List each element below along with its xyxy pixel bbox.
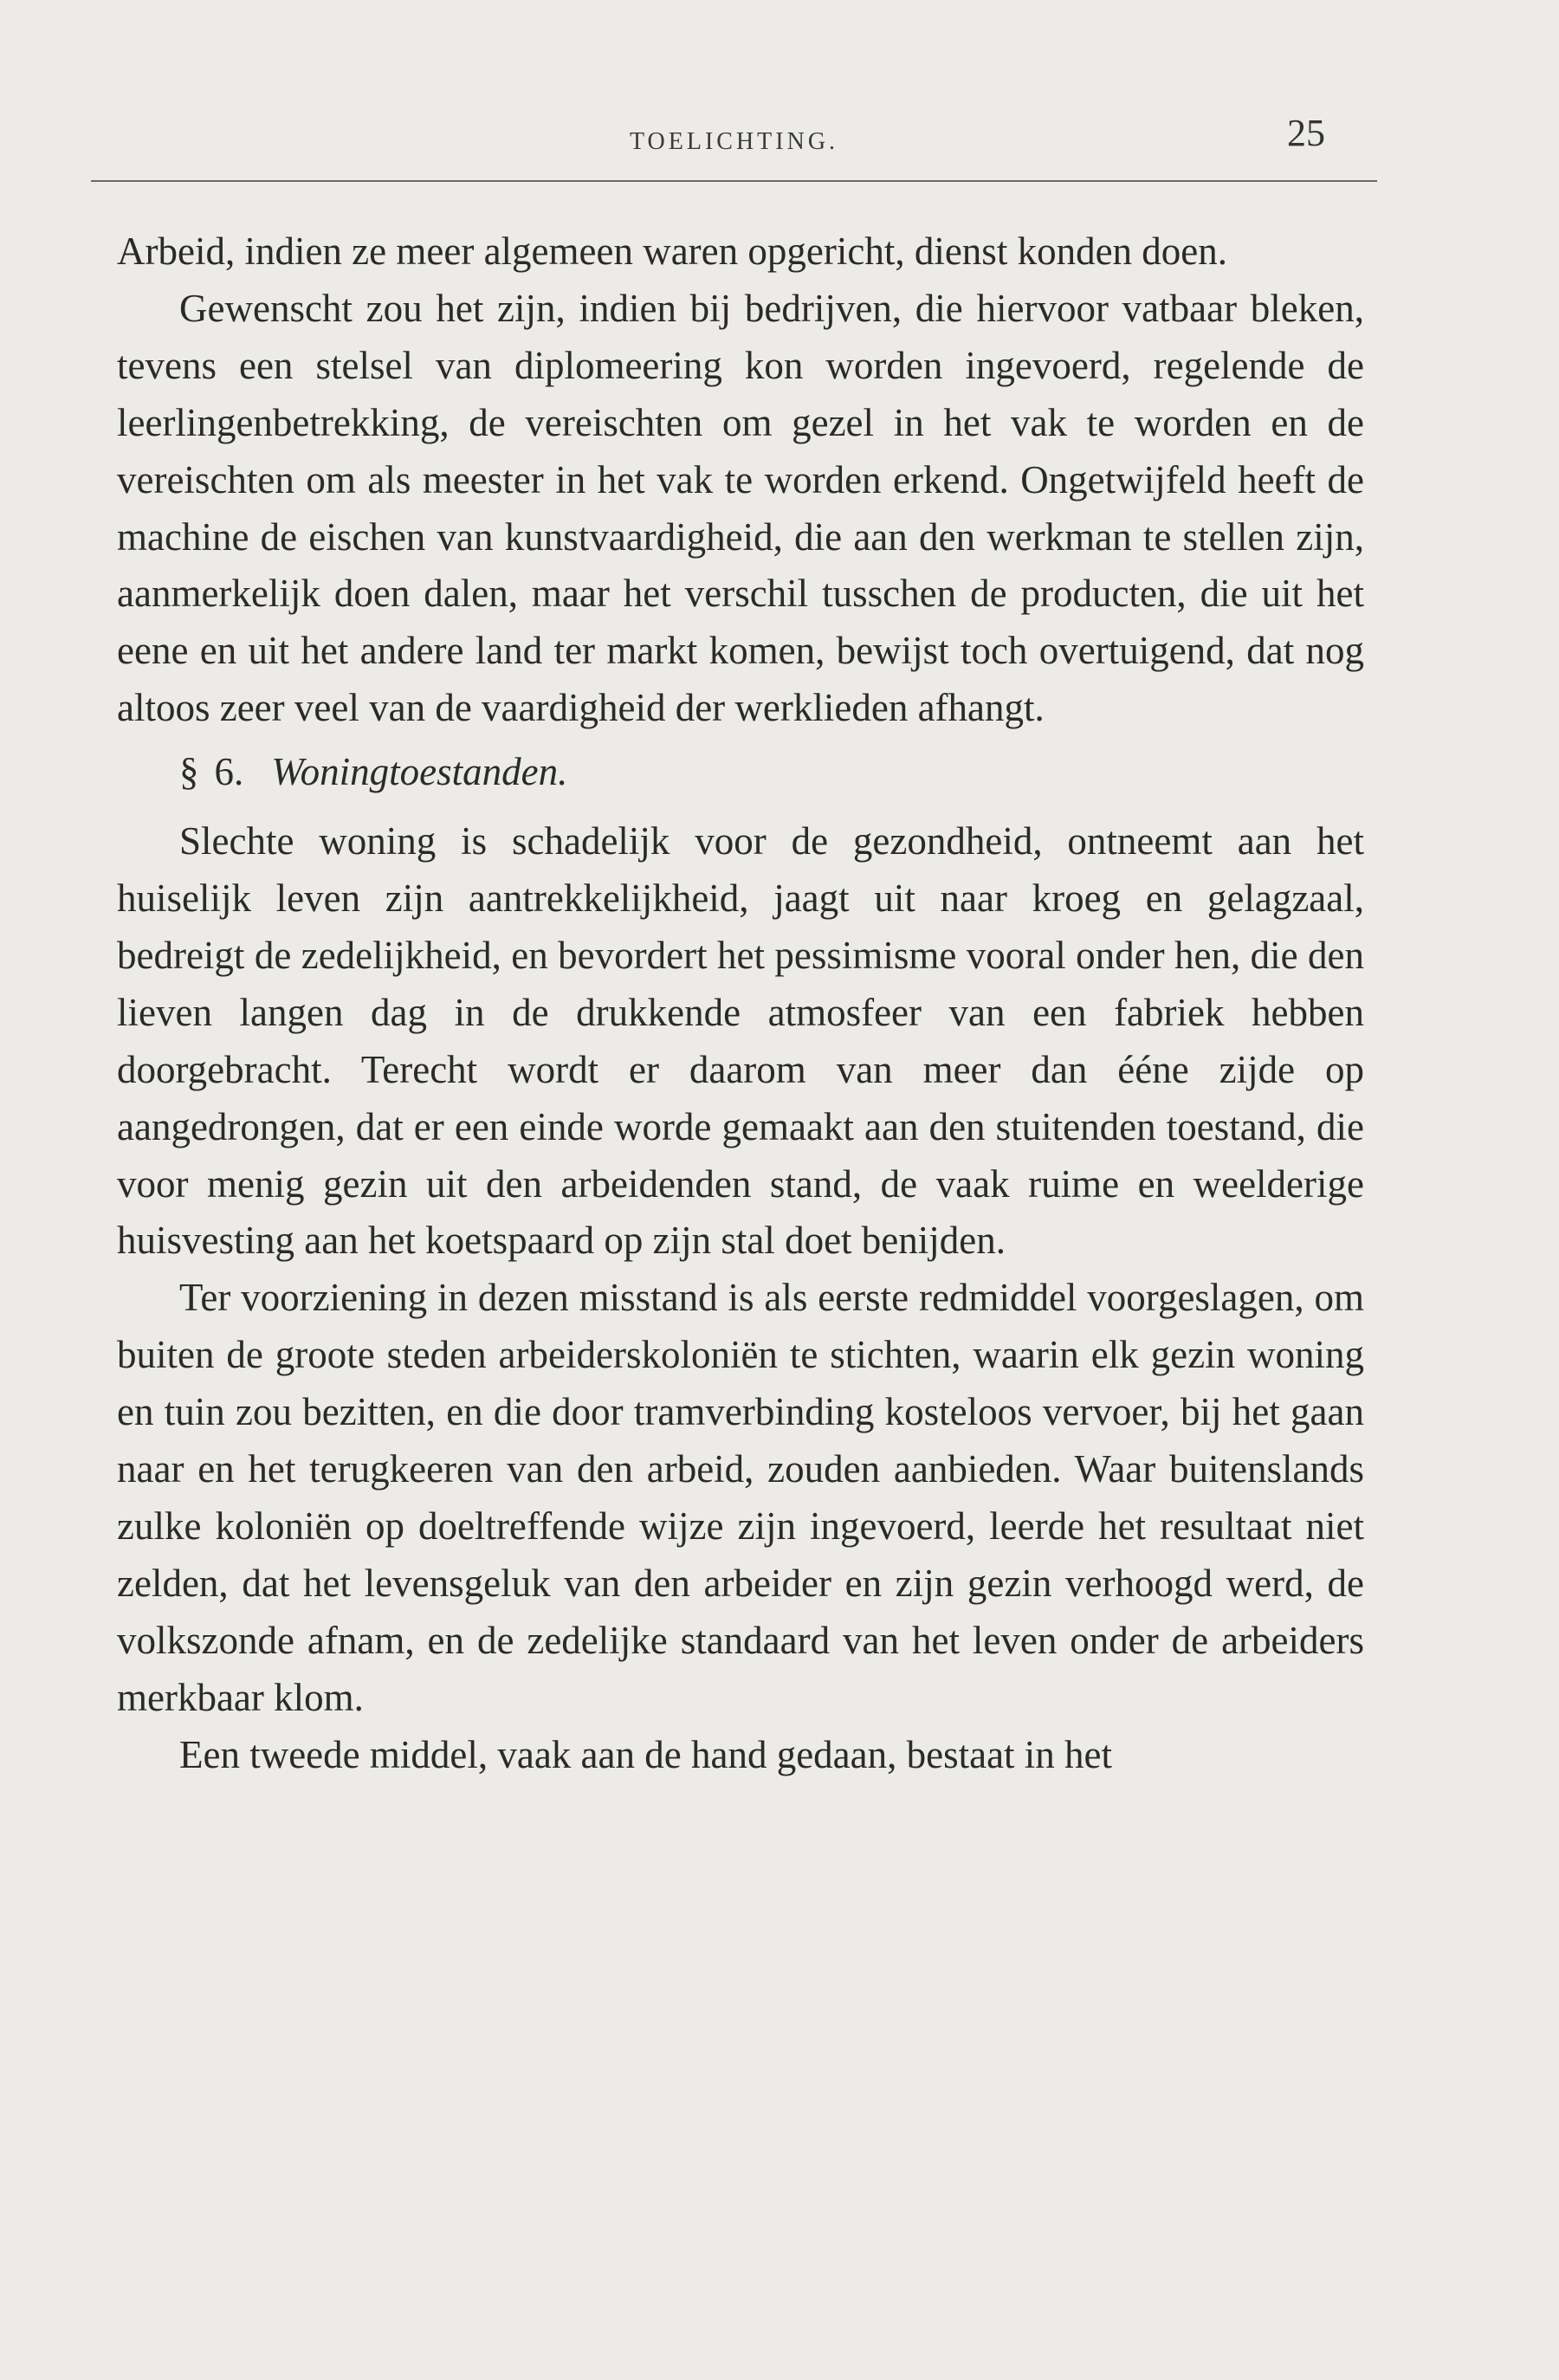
section-number: 6. <box>214 750 244 794</box>
paragraph: Ter voorziening in dezen misstand is als eerste redmiddel voorgeslagen, om buiten de groote steden arbeiderskoloniën te stichten, waarin elk gezin woning en tuin zou bezitten, en die door tramverbinding kosteloos vervoer, bij het gaan naar en het terugkeeren van den arbeid, zouden aanbieden. Waar buitenslands zulke koloniën op doeltreffende wijze zijn ingevoerd, leerde het resultaat niet zelden, dat het levensgeluk van den arbeider en zijn gezin verhoogd werd, de volkszonde afnam, en de zedelijke standaard van het leven onder de arbeiders merkbaar klom. <box>117 1276 1364 1719</box>
body-text <box>117 223 1364 1783</box>
paragraph: Slechte woning is schadelijk voor de gezondheid, ontneemt aan het huiselijk leven zijn aantrekkelijkheid, jaagt uit naar kroeg en gelagzaal, bedreigt de zedelijkheid, en bevordert het pessimisme vooral onder hen, die den lieven langen dag in de drukkende atmosfeer van een fabriek hebben doorgebracht. Terecht wordt er daarom van meer dan ééne zijde op aangedrongen, dat er een einde worde gemaakt aan den stuitenden toestand, die voor menig gezin uit den arbeidenden stand, de vaak ruime en weelderige huisvesting aan het koetspaard op zijn stal doet benijden. <box>117 819 1364 1263</box>
header-rule <box>91 180 1377 182</box>
page-header <box>91 111 1377 180</box>
paragraph: Gewenscht zou het zijn, indien bij bedrijven, die hiervoor vatbaar bleken, tevens een stelsel van diplomeering kon worden ingevoerd, regelende de leerlingenbetrekking, de vereischten om gezel in het vak te worden en de vereischten om als meester in het vak te worden erkend. Ongetwijfeld heeft de machine de eischen van kunstvaardigheid, die aan den werkman te stellen zijn, aanmerkelijk doen dalen, maar het verschil tusschen de producten, die uit het eene en uit het andere land ter markt komen, bewijst toch overtuigend, dat nog altoos zeer veel van de vaardigheid der werklieden afhangt. <box>117 286 1364 730</box>
section-title: Woningtoestanden. <box>271 750 568 794</box>
section-heading <box>117 744 1364 801</box>
paragraph: Een tweede middel, vaak aan de hand gedaan, bestaat in het <box>179 1732 1113 1776</box>
page-number: 25 <box>1287 112 1325 154</box>
running-title: TOELICHTING. <box>629 128 839 155</box>
section-symbol: § <box>179 750 199 794</box>
paragraph-continuation: Arbeid, indien ze meer algemeen waren opgericht, dienst konden doen. <box>117 230 1228 273</box>
